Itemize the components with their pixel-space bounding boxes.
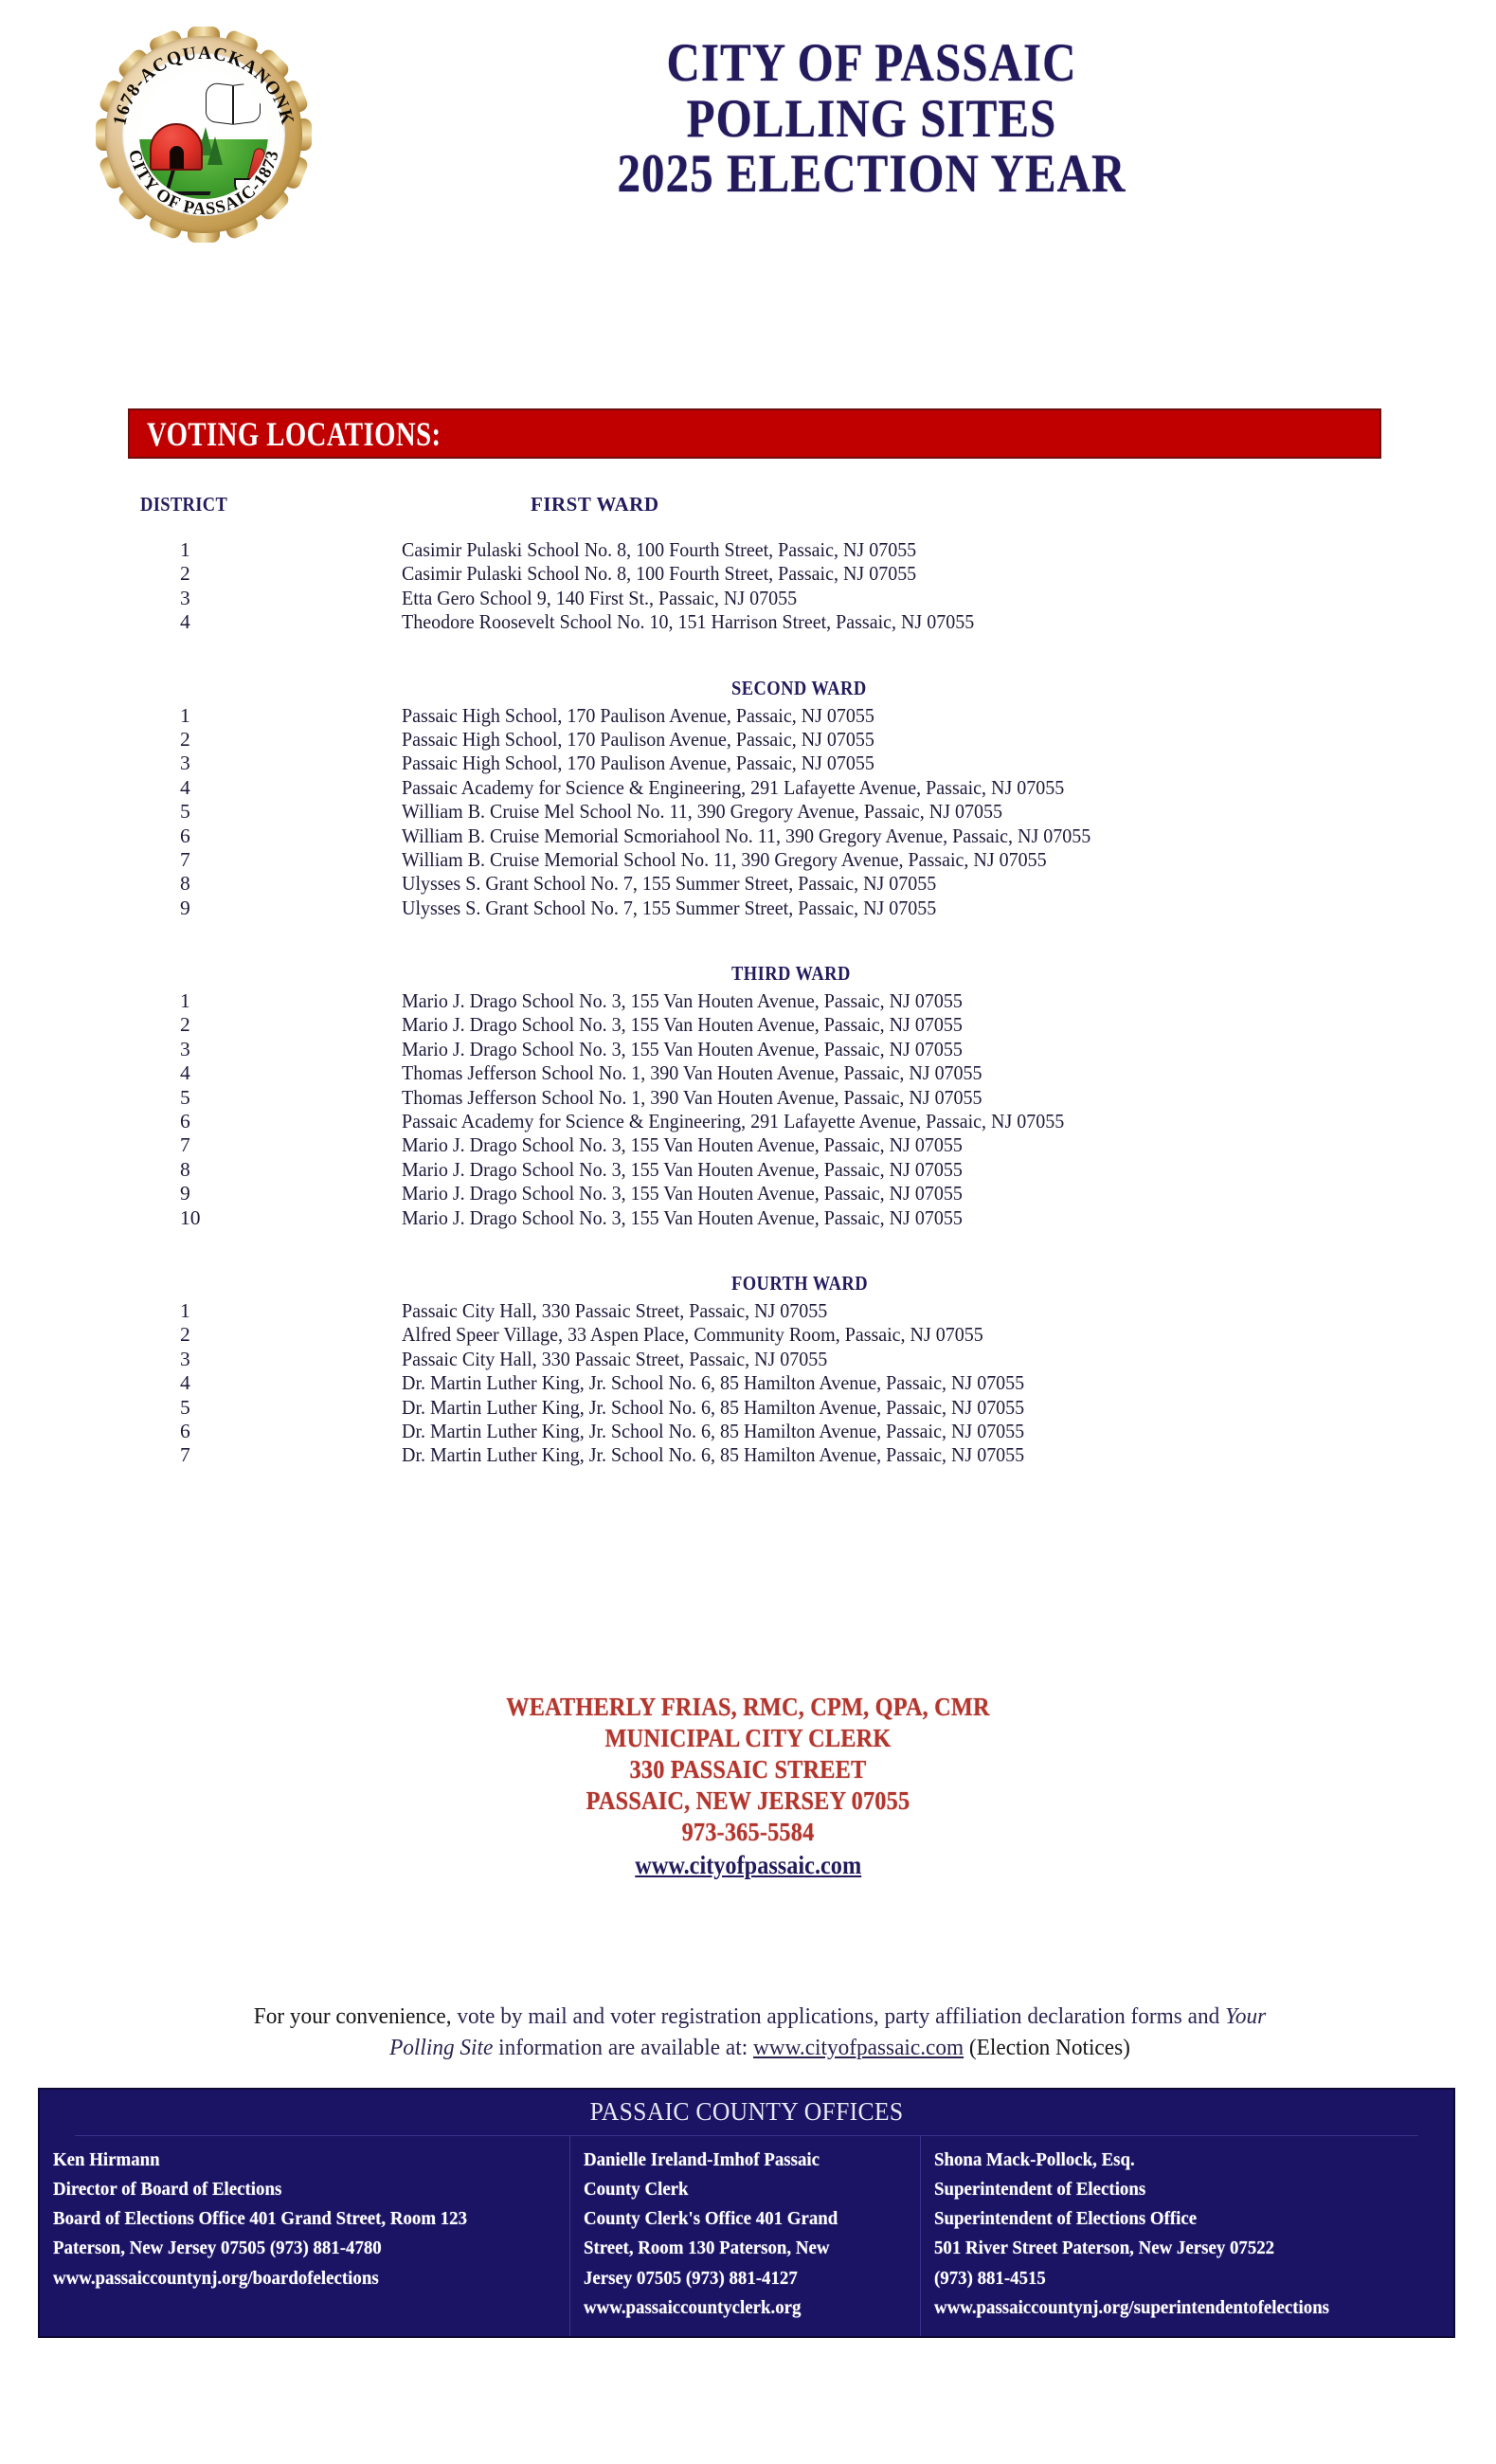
polling-site-row xyxy=(0,800,1496,824)
city-seal xyxy=(90,21,317,248)
seal-bottom-text: CITY OF PASSAIC-1873 xyxy=(124,148,283,220)
polling-site-address: Mario J. Drago School No. 3, 155 Van Houten Avenue, Passaic, NJ 07055 xyxy=(402,1157,963,1181)
polling-site-address: Passaic City Hall, 330 Passaic Street, Passaic, NJ 07055 xyxy=(402,1298,828,1322)
footer-column-county-clerk xyxy=(570,2136,921,2336)
district-number: 7 xyxy=(180,1133,190,1157)
district-number: 1 xyxy=(180,703,190,727)
footer-line: Board of Elections Office 401 Grand Street, Room 123 xyxy=(53,2208,468,2230)
polling-site-address: Thomas Jefferson School No. 1, 390 Van Houten Avenue, Passaic, NJ 07055 xyxy=(402,1061,982,1085)
polling-site-row xyxy=(0,1206,1496,1230)
svg-text:1678-ACQUACKANONK xyxy=(110,44,297,127)
footer-title: PASSAIC COUNTY OFFICES xyxy=(75,2090,1417,2136)
city-clerk-block xyxy=(0,1692,1496,1881)
ward-rows xyxy=(0,538,1496,635)
district-number: 5 xyxy=(180,1395,190,1419)
footer-line: 501 River Street Paterson, New Jersey 07522 xyxy=(934,2238,1275,2259)
polling-site-row xyxy=(0,1110,1496,1133)
district-number: 4 xyxy=(180,1061,190,1085)
ward-rows xyxy=(0,704,1496,921)
note-lead: For your convenience, xyxy=(253,2003,452,2029)
ward-header: SECOND WARD xyxy=(731,676,867,699)
polling-site-row xyxy=(0,1420,1496,1443)
note-part-2: information are available at: xyxy=(493,2034,753,2060)
polling-site-address: Dr. Martin Luther King, Jr. School No. 6, 85 Hamilton Avenue, Passaic, NJ 07055 xyxy=(402,1443,1025,1467)
polling-site-row xyxy=(0,1182,1496,1205)
polling-site-row xyxy=(0,1133,1496,1157)
polling-site-row xyxy=(0,538,1496,562)
page-header xyxy=(0,0,1496,322)
footer-line: Superintendent of Elections Office xyxy=(934,2208,1198,2230)
polling-site-address: Mario J. Drago School No. 3, 155 Van Houten Avenue, Passaic, NJ 07055 xyxy=(402,1037,963,1060)
polling-site-address: Passaic High School, 170 Paulison Avenue, Passaic, NJ 07055 xyxy=(402,752,874,775)
page-title xyxy=(322,33,1421,205)
district-number: 5 xyxy=(180,800,190,824)
polling-site-row xyxy=(0,1371,1496,1395)
clerk-street: 330 PASSAIC STREET xyxy=(629,1754,867,1784)
polling-site-address: Etta Gero School 9, 140 First St., Passaic, NJ 07055 xyxy=(402,586,798,609)
polling-site-row xyxy=(0,1061,1496,1085)
polling-site-row xyxy=(0,1348,1496,1371)
district-number: 8 xyxy=(180,872,190,896)
ward-header: THIRD WARD xyxy=(731,962,851,986)
district-number: 2 xyxy=(180,1013,190,1037)
polling-site-row xyxy=(0,752,1496,775)
polling-site-row xyxy=(0,610,1496,634)
footer-line: Director of Board of Elections xyxy=(53,2179,282,2201)
footer-line: County Clerk's Office 401 Grand xyxy=(584,2208,838,2230)
district-number: 9 xyxy=(180,896,190,919)
district-number: 10 xyxy=(180,1205,201,1229)
listing-column-headers xyxy=(0,493,1496,525)
polling-site-address: Dr. Martin Luther King, Jr. School No. 6, 85 Hamilton Avenue, Passaic, NJ 07055 xyxy=(402,1395,1025,1419)
footer-line: Superintendent of Elections xyxy=(934,2179,1146,2201)
ward-section xyxy=(0,1272,1496,1468)
polling-site-address: Passaic Academy for Science & Engineering, 291 Lafayette Avenue, Passaic, NJ 07055 xyxy=(402,775,1065,799)
polling-site-row xyxy=(0,1443,1496,1467)
polling-site-address: Mario J. Drago School No. 3, 155 Van Houten Avenue, Passaic, NJ 07055 xyxy=(402,989,963,1013)
polling-site-address: Alfred Speer Village, 33 Aspen Place, Community Room, Passaic, NJ 07055 xyxy=(402,1323,983,1347)
note-part-1: vote by mail and voter registration applications, party affiliation declaration forms and xyxy=(451,2003,1226,2029)
district-number: 1 xyxy=(180,1298,190,1322)
footer-line: (973) 881-4515 xyxy=(934,2267,1046,2289)
polling-site-row xyxy=(0,1299,1496,1323)
district-number: 3 xyxy=(180,1347,190,1370)
district-number: 6 xyxy=(180,824,190,847)
convenience-note xyxy=(229,2002,1291,2063)
polling-site-row xyxy=(0,1086,1496,1110)
footer-column-board-of-elections xyxy=(40,2136,570,2336)
footer-line: Ken Hirmann xyxy=(53,2149,160,2170)
footer-line: Paterson, New Jersey 07505 (973) 881-4780 xyxy=(53,2238,382,2259)
polling-site-address: Dr. Martin Luther King, Jr. School No. 6, 85 Hamilton Avenue, Passaic, NJ 07055 xyxy=(402,1419,1025,1442)
footer-line: Street, Room 130 Paterson, New xyxy=(584,2238,830,2259)
footer-line: Shona Mack-Pollock, Esq. xyxy=(934,2149,1135,2170)
polling-site-address: Mario J. Drago School No. 3, 155 Van Houten Avenue, Passaic, NJ 07055 xyxy=(402,1205,963,1229)
footer-line: Danielle Ireland-Imhof Passaic xyxy=(584,2149,820,2170)
polling-site-row xyxy=(0,848,1496,872)
district-number: 5 xyxy=(180,1085,190,1109)
footer-columns xyxy=(40,2136,1453,2336)
footer-line: www.passaiccountynj.org/superintendentofelections xyxy=(934,2296,1330,2318)
footer-line: County Clerk xyxy=(584,2179,689,2201)
polling-site-row xyxy=(0,587,1496,610)
district-number: 4 xyxy=(180,1371,190,1395)
clerk-title: MUNICIPAL CITY CLERK xyxy=(604,1723,892,1752)
ward-header: FOURTH WARD xyxy=(731,1271,869,1295)
district-number: 4 xyxy=(180,775,190,799)
polling-site-row xyxy=(0,1038,1496,1061)
district-number: 4 xyxy=(180,610,190,634)
city-website-link[interactable]: www.cityofpassaic.com xyxy=(635,1850,861,1879)
polling-site-row xyxy=(0,1013,1496,1037)
district-number: 6 xyxy=(180,1110,190,1133)
polling-site-row xyxy=(0,1158,1496,1182)
polling-sites-listing xyxy=(0,493,1496,1468)
clerk-phone: 973-365-5584 xyxy=(681,1817,815,1846)
polling-site-address: Mario J. Drago School No. 3, 155 Van Houten Avenue, Passaic, NJ 07055 xyxy=(402,1182,963,1205)
district-number: 6 xyxy=(180,1419,190,1442)
district-number: 3 xyxy=(180,752,190,775)
polling-site-address: Mario J. Drago School No. 3, 155 Van Houten Avenue, Passaic, NJ 07055 xyxy=(402,1013,963,1037)
polling-site-row xyxy=(0,989,1496,1013)
polling-site-address: William B. Cruise Memorial School No. 11, 390 Gregory Avenue, Passaic, NJ 07055 xyxy=(402,847,1047,871)
polling-site-address: Mario J. Drago School No. 3, 155 Van Houten Avenue, Passaic, NJ 07055 xyxy=(402,1133,963,1157)
ward-rows xyxy=(0,1299,1496,1468)
note-tail: (Election Notices) xyxy=(964,2034,1130,2060)
ward-section xyxy=(0,538,1496,635)
seal-top-text: 1678-ACQUACKANONK xyxy=(110,43,297,128)
district-number: 7 xyxy=(180,847,190,871)
district-number: 8 xyxy=(180,1157,190,1181)
district-number: 3 xyxy=(180,586,190,609)
ward-sections xyxy=(0,538,1496,1468)
district-number: 1 xyxy=(180,538,190,561)
polling-site-address: Passaic City Hall, 330 Passaic Street, Passaic, NJ 07055 xyxy=(402,1347,828,1370)
polling-site-address: Ulysses S. Grant School No. 7, 155 Summer Street, Passaic, NJ 07055 xyxy=(402,872,937,896)
ward-section xyxy=(0,677,1496,921)
voting-locations-label: VOTING LOCATIONS: xyxy=(147,414,442,453)
clerk-city-state-zip: PASSAIC, NEW JERSEY 07055 xyxy=(586,1785,910,1815)
footer-line: www.passaiccountyclerk.org xyxy=(584,2296,802,2318)
ward-rows xyxy=(0,989,1496,1230)
district-number: 2 xyxy=(180,727,190,751)
voting-locations-banner xyxy=(128,408,1381,459)
note-website-link[interactable]: www.cityofpassaic.com xyxy=(752,2034,964,2060)
polling-site-row xyxy=(0,562,1496,586)
polling-site-address: Passaic High School, 170 Paulison Avenue, Passaic, NJ 07055 xyxy=(402,703,874,727)
title-line-3: 2025 ELECTION YEAR xyxy=(617,144,1127,205)
polling-site-row xyxy=(0,872,1496,896)
district-number: 1 xyxy=(180,989,190,1013)
district-column-header: DISTRICT xyxy=(140,493,228,516)
ward-section xyxy=(0,962,1496,1230)
polling-site-address: William B. Cruise Memorial Scmoriahool No. 11, 390 Gregory Avenue, Passaic, NJ 07055 xyxy=(402,824,1091,847)
polling-site-row xyxy=(0,824,1496,848)
polling-site-address: William B. Cruise Mel School No. 11, 390 Gregory Avenue, Passaic, NJ 07055 xyxy=(402,800,1002,824)
polling-site-address: Casimir Pulaski School No. 8, 100 Fourth Street, Passaic, NJ 07055 xyxy=(402,562,917,586)
note-italic-phrase: Your Polling Site xyxy=(389,2003,1267,2060)
footer-line: www.passaiccountynj.org/boardofelections xyxy=(53,2267,379,2289)
polling-site-row xyxy=(0,1323,1496,1347)
seal-ring-text xyxy=(90,21,317,248)
polling-site-address: Casimir Pulaski School No. 8, 100 Fourth Street, Passaic, NJ 07055 xyxy=(402,538,917,561)
polling-site-row xyxy=(0,704,1496,728)
footer-column-superintendent xyxy=(921,2136,1453,2336)
district-number: 3 xyxy=(180,1037,190,1060)
footer-line: Jersey 07505 (973) 881-4127 xyxy=(584,2267,798,2289)
polling-site-row xyxy=(0,776,1496,800)
polling-site-address: Theodore Roosevelt School No. 10, 151 Harrison Street, Passaic, NJ 07055 xyxy=(402,610,975,634)
district-number: 2 xyxy=(180,562,190,586)
polling-site-row xyxy=(0,728,1496,752)
county-offices-footer xyxy=(38,2088,1455,2338)
district-number: 9 xyxy=(180,1182,190,1205)
polling-site-address: Passaic High School, 170 Paulison Avenue, Passaic, NJ 07055 xyxy=(402,727,874,751)
title-line-2: POLLING SITES xyxy=(686,88,1057,149)
polling-site-address: Dr. Martin Luther King, Jr. School No. 6, 85 Hamilton Avenue, Passaic, NJ 07055 xyxy=(402,1371,1025,1395)
title-line-1: CITY OF PASSAIC xyxy=(666,33,1077,93)
ward-header-first: FIRST WARD xyxy=(531,493,659,516)
polling-site-address: Thomas Jefferson School No. 1, 390 Van Houten Avenue, Passaic, NJ 07055 xyxy=(402,1085,982,1109)
polling-site-address: Passaic Academy for Science & Engineering, 291 Lafayette Avenue, Passaic, NJ 07055 xyxy=(402,1110,1065,1133)
svg-text:CITY OF PASSAIC-1873 xyxy=(124,148,283,219)
clerk-name: WEATHERLY FRIAS, RMC, CPM, QPA, CMR xyxy=(506,1693,990,1721)
polling-site-address: Ulysses S. Grant School No. 7, 155 Summer Street, Passaic, NJ 07055 xyxy=(402,896,937,919)
polling-site-row xyxy=(0,1396,1496,1420)
polling-site-row xyxy=(0,897,1496,920)
district-number: 7 xyxy=(180,1443,190,1467)
district-number: 2 xyxy=(180,1323,190,1347)
